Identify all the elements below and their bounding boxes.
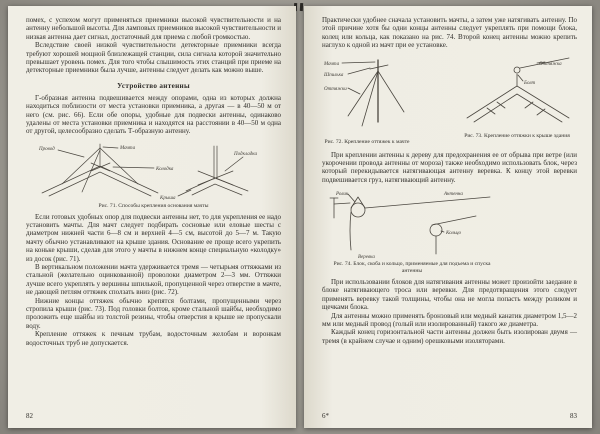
figure-label: Мачта bbox=[119, 145, 135, 151]
figure-72-illustration bbox=[322, 54, 412, 138]
page-number: 83 bbox=[570, 412, 577, 420]
figure-label: Веревка bbox=[358, 255, 375, 261]
figure-label: Подкладка bbox=[233, 151, 257, 157]
figure-label: Колодка bbox=[155, 166, 173, 172]
paragraph: Для антенны можно применять бронзовый или медный канатик диаметром 1,5—2 мм или медный провод (голый или изолированный) такого же диаметра. bbox=[322, 311, 577, 329]
figure-72 bbox=[322, 54, 412, 148]
figure-74-illustration bbox=[324, 188, 500, 260]
figure-label: Антенна bbox=[444, 192, 463, 198]
right-page bbox=[304, 6, 592, 428]
figure-73 bbox=[457, 54, 577, 142]
figure-74-caption: Рис. 74. Блок, скоба и кольцо, применяемые для подъема и спуска антенны bbox=[333, 261, 491, 275]
figure-73-caption: Рис. 73. Крепление оттяжки к крыше здания bbox=[464, 132, 570, 139]
figure-72-caption: Рис. 72. Крепление оттяжек к мачте bbox=[324, 138, 410, 145]
figure-label: Оттяжки bbox=[324, 86, 347, 92]
left-page-content bbox=[8, 6, 296, 347]
left-page-footer bbox=[26, 412, 281, 420]
paragraph: помех, с успехом могут применяться приемники высокой чувствительности и на антенну небольшой высоты. Для ламповых приемников высокой чувствительности и низкая антенна дает сигнал, достаточный для приема с любой громкостью. bbox=[26, 16, 281, 41]
figure-label: Ролик bbox=[336, 192, 349, 198]
figure-row bbox=[322, 54, 577, 148]
paragraph: Крепление оттяжек к печным трубам, водосточным желобам и воронкам водосточных труб не допускается. bbox=[26, 330, 281, 347]
figure-73-illustration bbox=[457, 54, 577, 132]
figure-label: Кольцо bbox=[446, 231, 462, 237]
figure-label: Оттяжка bbox=[539, 61, 562, 67]
paragraph: Практически удобнее сначала установить мачты, а затем уже натягивать антенну. По этой причине хотя бы одни концы антенны следует укреплять при помощи блока, колец или кольца, как показано на рис. 74. Второй конец антенны можно крепить наглухо к одной из мачт при ее установке. bbox=[322, 16, 577, 50]
right-page-content bbox=[304, 6, 592, 345]
paragraph: Каждый конец горизонтальной части антенны должен быть изолирован двумя — тремя (в крайнем случае и одним) орешковыми изоляторами. bbox=[322, 328, 577, 345]
left-page bbox=[8, 6, 296, 428]
paragraph: Если готовых удобных опор для подвески антенны нет, то для укрепления ее надо установить мачты. Для мачт следует подбирать сосновые или еловые шесты с диаметром нижней части 6—8 см и верхней 4—5 см, высотой до 5—7 м. Такую мачту обычно устанавливают на крыше здания. Основание ее проще всего укрепить на коньке крыши, сделав для этого у мачты в нижнем конце специальную «колодку» из досок (рис. 71). bbox=[26, 212, 281, 263]
binding-mark bbox=[300, 3, 303, 11]
paragraph: Вследствие своей низкой чувствительности детекторные приемники всегда требуют хорошей мощной близлежащей станции, сила сигнала которой значительно превышает уровень помех. Для того чтобы слышимость этих станций при приеме на детекторные приемники была лучше, антенны следует делать как можно выше. bbox=[26, 41, 281, 75]
paragraph: При использовании блоков для натягивания антенны может произойти заедание в блоке натягивающего троса или веревки. Для предотвращения этого следует применять веревку такой толщины, чтобы она не могла попасть между роликом и щечками блока. bbox=[322, 278, 577, 312]
paragraph: Нижние концы оттяжек обычно крепятся болтами, пропущенными через стропила крыши (рис. 73). Под головки болтов, кроме стальной шайбы, необходимо проложить еще шайбы из толстой резины, чтобы отверстия в крыше не пропускали воду. bbox=[26, 296, 281, 330]
right-page-footer bbox=[322, 412, 577, 420]
paragraph: Г-образная антенна подвешивается между опорами, одна из которых должна находиться поблизости от места установки приемника, а другая — в 40—50 м от него (см. рис. 66). Если обе опоры, удобные для подвески антенны, одинаково удалены от места установки приемника и находятся на расстоянии в 40—50 м одна от другой, целесообразно сделать Т-образную антенну. bbox=[26, 93, 281, 136]
figure-71 bbox=[26, 140, 281, 210]
figure-label: Мачта bbox=[324, 61, 340, 67]
figure-label: Болт bbox=[524, 80, 536, 86]
figure-label: Шпилька bbox=[324, 72, 344, 78]
figure-74 bbox=[324, 188, 500, 275]
paragraph: В вертикальном положении мачта удерживается тремя — четырьмя оттяжками из стальной (желательно оцинкованной) проволоки диаметром 2—3 мм. Оттяжки лучше всего укреплять у вершины шпилькой, пропущенной через отверстие в мачте, не дающей петлям оттяжек сползать вниз (рис. 72). bbox=[26, 263, 281, 297]
section-heading: Устройство антенны bbox=[117, 81, 190, 90]
figure-label: Крыша bbox=[159, 195, 175, 201]
signature-mark: 6* bbox=[322, 412, 329, 420]
page-number: 82 bbox=[26, 412, 33, 420]
figure-71-illustration bbox=[36, 140, 272, 202]
figure-label: Провод bbox=[38, 146, 55, 152]
paragraph: При креплении антенны к дереву для предохранения ее от обрыва при ветре (или укорочении провода антенны от мороза) также необходимо использовать блок, через который перекидывается натягивающая антенну веревка. К концу этой веревки подвешивается груз, натягивающий антенну. bbox=[322, 150, 577, 184]
figure-71-caption: Рис. 71. Способы крепления основания мачты bbox=[98, 202, 209, 209]
